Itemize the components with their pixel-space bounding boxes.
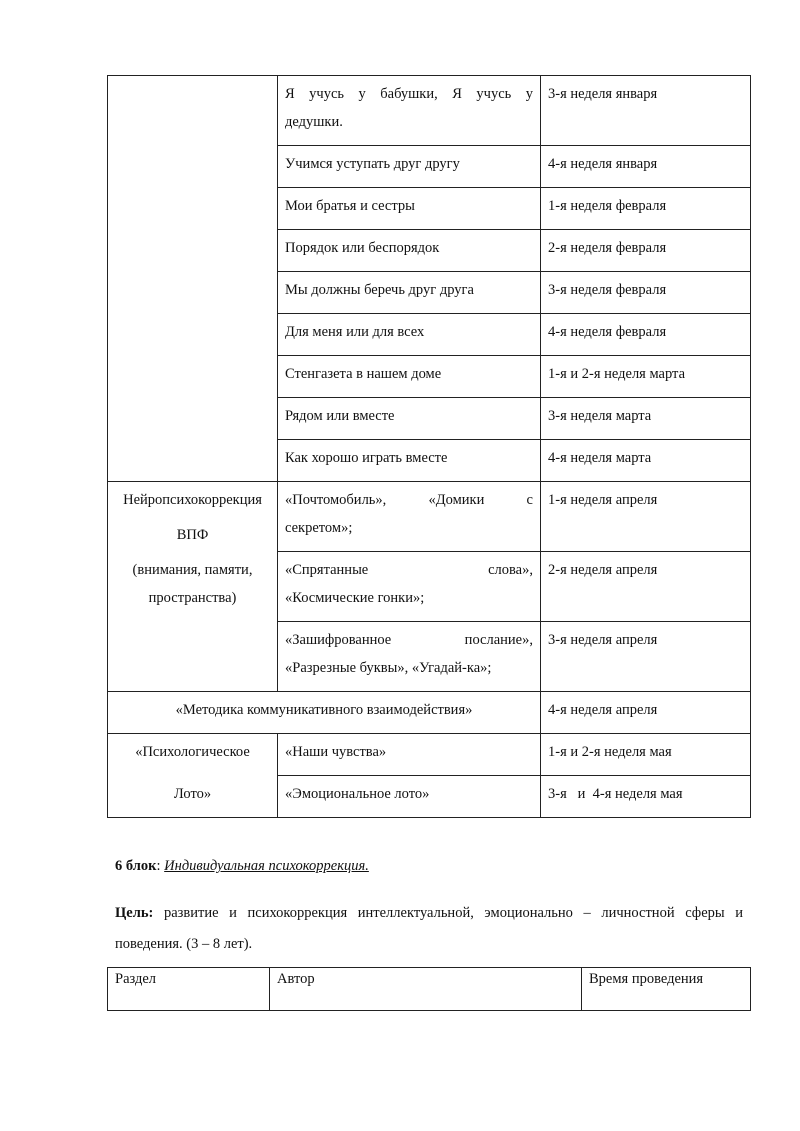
goal-label: Цель:	[115, 905, 154, 921]
section-label: «Психологическое	[135, 744, 250, 760]
topic-cell: Рядом или вместе	[278, 398, 541, 440]
topic-cell	[278, 552, 541, 622]
date-cell: 1-я и 2-я неделя марта	[541, 356, 751, 398]
topic-text: «Космические гонки»;	[285, 590, 425, 606]
topic-cell: Стенгазета в нашем доме	[278, 356, 541, 398]
topic-text: дедушки.	[285, 114, 343, 130]
topic-text: секретом»;	[285, 520, 353, 536]
date-cell: 4-я неделя февраля	[541, 314, 751, 356]
header-section: Раздел	[108, 968, 270, 1011]
table-row	[108, 482, 751, 552]
date-cell: 2-я неделя апреля	[541, 552, 751, 622]
topic-text: «Зашифрованное послание»,	[285, 632, 533, 648]
goal-text: развитие и психокоррекция интеллектуальной, эмоционально – личностной сферы и поведения. (3 – 8 лет).	[115, 905, 743, 952]
loto-section-cell	[108, 734, 278, 818]
block-title: Индивидуальная психокоррекция.	[164, 858, 369, 874]
table-row	[108, 76, 751, 146]
schedule-table	[107, 75, 751, 818]
topic-text: «Спрятанные слова»,	[285, 562, 533, 578]
block-number: 6 блок	[115, 858, 157, 874]
table-row	[108, 734, 751, 776]
date-cell: 3-я и 4-я неделя мая	[541, 776, 751, 818]
date-cell: 3-я неделя марта	[541, 398, 751, 440]
date-cell: 3-я неделя января	[541, 76, 751, 146]
neuro-section-cell	[108, 482, 278, 692]
topic-cell: Порядок или беспорядок	[278, 230, 541, 272]
date-cell: 2-я неделя февраля	[541, 230, 751, 272]
date-cell: 4-я неделя марта	[541, 440, 751, 482]
topic-cell: Мы должны беречь друг друга	[278, 272, 541, 314]
table-header-row	[108, 968, 751, 1011]
topic-cell: Как хорошо играть вместе	[278, 440, 541, 482]
date-cell: 4-я неделя апреля	[541, 692, 751, 734]
topic-text: «Почтомобиль», «Домики с	[285, 492, 533, 508]
section-label: Нейропсихокоррекция	[123, 492, 262, 508]
section-label: Лото»	[173, 786, 212, 802]
section-label: (внимания, памяти,	[132, 562, 253, 578]
table-row	[108, 692, 751, 734]
date-cell: 3-я неделя февраля	[541, 272, 751, 314]
date-cell: 4-я неделя января	[541, 146, 751, 188]
topic-text: «Разрезные буквы», «Угадай-ка»;	[285, 660, 492, 676]
header-author: Автор	[270, 968, 582, 1011]
section-label: пространства)	[148, 590, 237, 606]
topic-cell	[278, 482, 541, 552]
topic-cell: Учимся уступать друг другу	[278, 146, 541, 188]
topic-cell: «Эмоциональное лото»	[278, 776, 541, 818]
date-cell: 3-я неделя апреля	[541, 622, 751, 692]
block-colon: :	[156, 858, 161, 874]
topic-cell	[278, 622, 541, 692]
date-cell: 1-я неделя апреля	[541, 482, 751, 552]
topic-cell	[278, 76, 541, 146]
topic-cell: «Наши чувства»	[278, 734, 541, 776]
section-label: ВПФ	[176, 527, 209, 543]
header-time: Время проведения	[582, 968, 751, 1011]
date-cell: 1-я неделя февраля	[541, 188, 751, 230]
topic-cell: Мои братья и сестры	[278, 188, 541, 230]
method-cell: «Методика коммуникативного взаимодействия»	[108, 692, 541, 734]
date-cell: 1-я и 2-я неделя мая	[541, 734, 751, 776]
block6-table	[107, 967, 751, 1011]
block-heading	[115, 858, 369, 875]
section-cell-empty	[108, 76, 278, 482]
goal-paragraph	[115, 898, 743, 960]
topic-cell: Для меня или для всех	[278, 314, 541, 356]
topic-text: Я учусь у бабушки, Я учусь у	[285, 86, 533, 102]
